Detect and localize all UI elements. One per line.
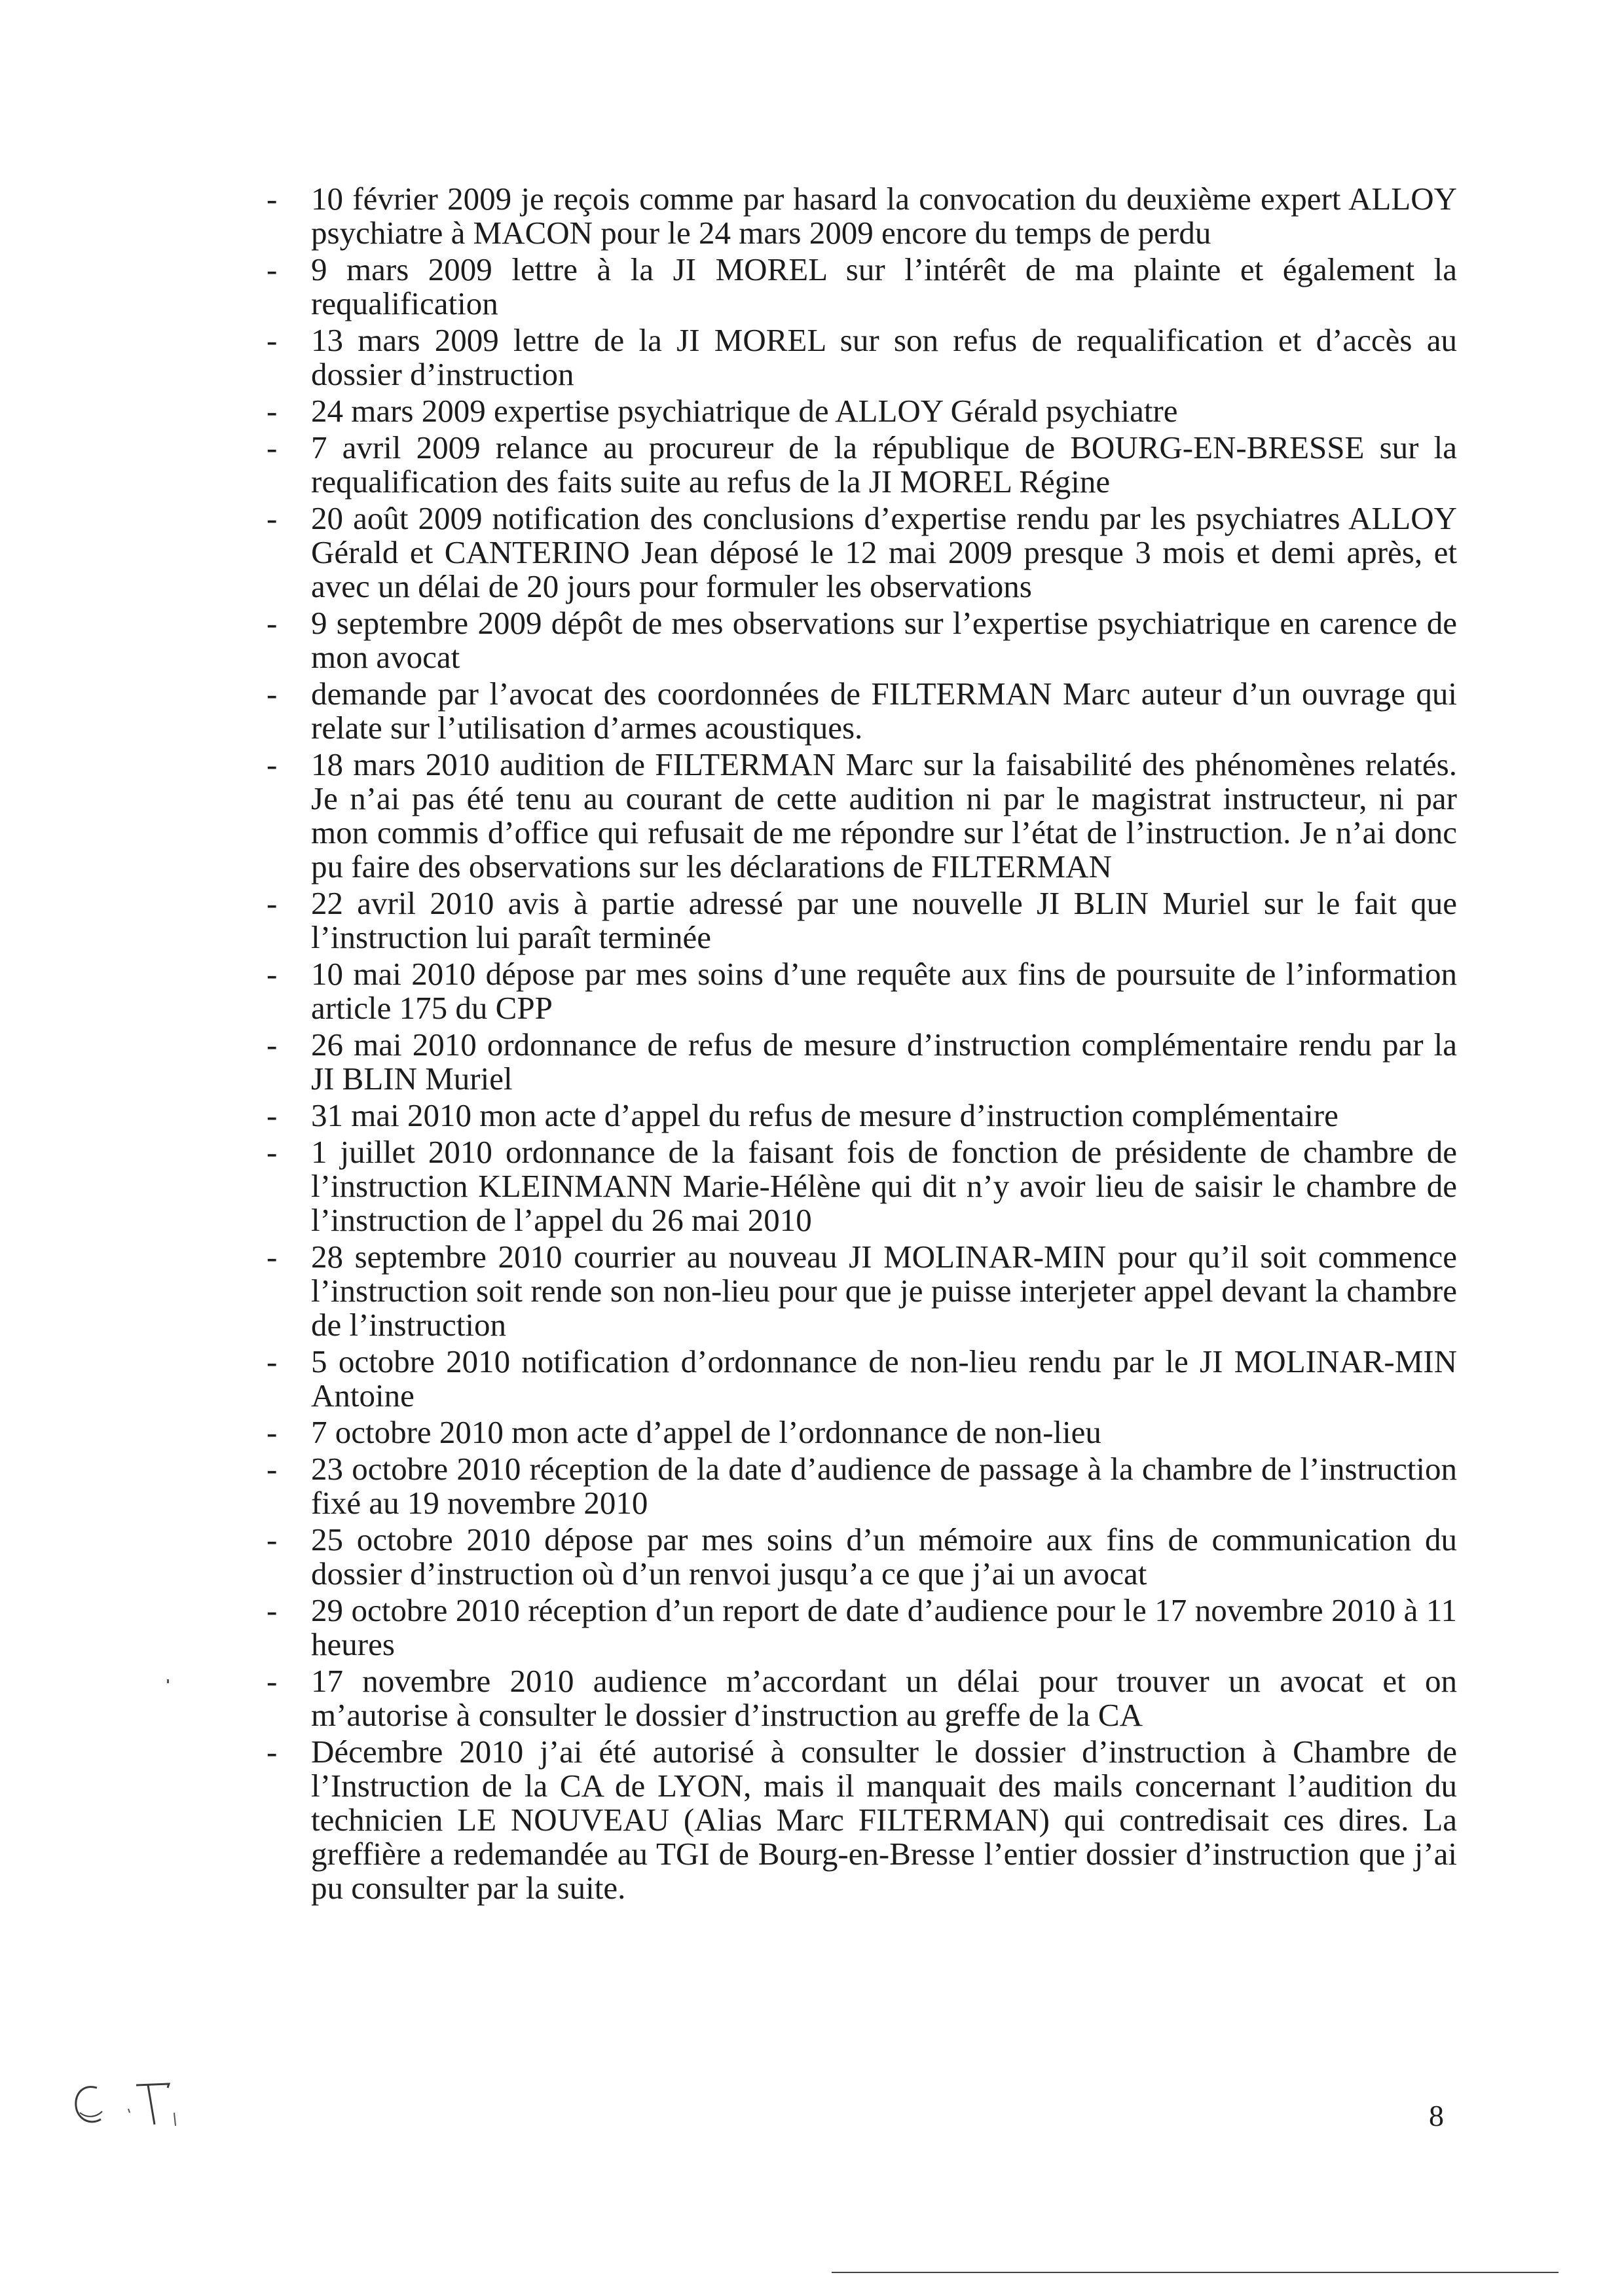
list-item [259, 1135, 1457, 1237]
bullet-dash: - [267, 251, 278, 287]
entry-text: 29 octobre 2010 réception d’un report de date d’audience pour le 17 novembre 2010 à 11 heures [311, 1592, 1457, 1662]
entry-text: 18 mars 2010 audition de FILTERMAN Marc sur la faisabilité des phénomènes relatés. Je n’ai pas été tenu au courant de cette audition ni par le magistrat instructeur, ni par mon commis d’office qui refusait de me répondre sur l’état de l’instruction. Je n’ai donc pu faire des observations sur les déclarations de FILTERMAN [311, 746, 1457, 884]
bullet-dash: - [267, 1414, 278, 1450]
bullet-dash: - [267, 322, 278, 358]
list-item [259, 253, 1457, 321]
list-item [259, 606, 1457, 674]
bullet-dash: - [267, 1027, 278, 1063]
bullet-dash: - [267, 676, 278, 712]
bullet-dash: - [267, 1663, 278, 1699]
list-item [259, 1735, 1457, 1905]
list-item [259, 886, 1457, 955]
entry-text: 7 octobre 2010 mon acte d’appel de l’ordonnance de non-lieu [311, 1414, 1101, 1450]
entry-text: 28 septembre 2010 courrier au nouveau JI MOLINAR-MIN pour qu’il soit commence l’instruction soit rende son non-lieu pour que je puisse interjeter appel devant la chambre de l’instruction [311, 1239, 1457, 1343]
entry-text: 31 mai 2010 mon acte d’appel du refus de mesure d’instruction complémentaire [311, 1097, 1338, 1133]
list-item [259, 501, 1457, 604]
list-item [259, 394, 1457, 428]
entry-text: 9 mars 2009 lettre à la JI MOREL sur l’intérêt de ma plainte et également la requalification [311, 251, 1457, 321]
entry-text: 23 octobre 2010 réception de la date d’audience de passage à la chambre de l’instruction fixé au 19 novembre 2010 [311, 1451, 1457, 1521]
entry-text: 10 février 2009 je reçois comme par hasard la convocation du deuxième expert ALLOY psychiatre à MACON pour le 24 mars 2009 encore du temps de perdu [311, 181, 1457, 251]
bullet-dash: - [267, 956, 278, 992]
entry-text: 25 octobre 2010 dépose par mes soins d’un mémoire aux fins de communication du dossier d’instruction où d’un renvoi jusqu’a ce que j’ai un avocat [311, 1522, 1457, 1592]
list-item [259, 748, 1457, 884]
bullet-dash: - [267, 746, 278, 782]
list-item [259, 677, 1457, 745]
entry-text: 22 avril 2010 avis à partie adressé par une nouvelle JI BLIN Muriel sur le fait que l’instruction lui paraît terminée [311, 885, 1457, 955]
bullet-dash: - [267, 1343, 278, 1379]
entry-text: 20 août 2009 notification des conclusions d’expertise rendu par les psychiatres ALLOY Gérald et CANTERINO Jean déposé le 12 mai 2009 presque 3 mois et demi après, et avec un délai de 20 jours pour formuler les observations [311, 500, 1457, 604]
bullet-dash: - [267, 605, 278, 641]
page-number: 8 [1429, 2099, 1444, 2132]
bullet-dash: - [267, 885, 278, 921]
bullet-dash: - [267, 1097, 278, 1133]
bullet-dash: - [267, 1734, 278, 1770]
bullet-dash: - [267, 393, 278, 429]
bullet-dash: - [267, 1239, 278, 1275]
footer-rule [832, 2272, 1559, 2273]
entry-text: 17 novembre 2010 audience m’accordant un délai pour trouver un avocat et on m’autorise à consulter le dossier d’instruction au greffe de la CA [311, 1663, 1457, 1733]
entry-text: 24 mars 2009 expertise psychiatrique de ALLOY Gérald psychiatre [311, 393, 1178, 429]
entry-text: 13 mars 2009 lettre de la JI MOREL sur son refus de requalification et d’accès au dossier d’instruction [311, 322, 1457, 392]
list-item [259, 1099, 1457, 1133]
list-item [259, 1523, 1457, 1591]
entry-text: 1 juillet 2010 ordonnance de la faisant fois de fonction de présidente de chambre de l’instruction KLEINMANN Marie-Hélène qui dit n’y avoir lieu de saisir le chambre de l’instruction de l’appel du 26 mai 2010 [311, 1134, 1457, 1238]
entry-text: 5 octobre 2010 notification d’ordonnance de non-lieu rendu par le JI MOLINAR-MIN Antoine [311, 1343, 1457, 1413]
entry-text: Décembre 2010 j’ai été autorisé à consulter le dossier d’instruction à Chambre de l’Instruction de la CA de LYON, mais il manquait des mails concernant l’audition du technicien LE NOUVEAU (Alias Marc FILTERMAN) qui contredisait ces dires. La greffière a redemandée au TGI de Bourg-en-Bresse l’entier dossier d’instruction que j’ai pu consulter par la suite. [311, 1734, 1457, 1906]
bullet-dash: - [267, 181, 278, 217]
list-item [259, 1028, 1457, 1096]
handwritten-folio-mark [71, 2079, 189, 2131]
list-item [259, 323, 1457, 392]
list-item [259, 1452, 1457, 1520]
bullet-dash: - [267, 429, 278, 465]
entry-text: 7 avril 2009 relance au procureur de la république de BOURG-EN-BRESSE sur la requalification des faits suite au refus de la JI MOREL Régine [311, 429, 1457, 500]
scan-speck [167, 1679, 169, 1683]
list-item [259, 1240, 1457, 1342]
list-item [259, 1415, 1457, 1449]
chronology-list [259, 182, 1457, 1908]
entry-text: 10 mai 2010 dépose par mes soins d’une requête aux fins de poursuite de l’information article 175 du CPP [311, 956, 1457, 1026]
list-item [259, 182, 1457, 250]
entry-text: 9 septembre 2009 dépôt de mes observations sur l’expertise psychiatrique en carence de mon avocat [311, 605, 1457, 675]
bullet-dash: - [267, 1134, 278, 1170]
list-item [259, 957, 1457, 1025]
list-item [259, 1345, 1457, 1413]
list-item [259, 1594, 1457, 1662]
bullet-dash: - [267, 1451, 278, 1487]
bullet-dash: - [267, 500, 278, 536]
entry-text: 26 mai 2010 ordonnance de refus de mesure d’instruction complémentaire rendu par la JI BLIN Muriel [311, 1027, 1457, 1097]
list-item [259, 1664, 1457, 1732]
entry-text: demande par l’avocat des coordonnées de FILTERMAN Marc auteur d’un ouvrage qui relate sur l’utilisation d’armes acoustiques. [311, 676, 1457, 746]
bullet-dash: - [267, 1522, 278, 1558]
list-item [259, 431, 1457, 499]
bullet-dash: - [267, 1592, 278, 1628]
